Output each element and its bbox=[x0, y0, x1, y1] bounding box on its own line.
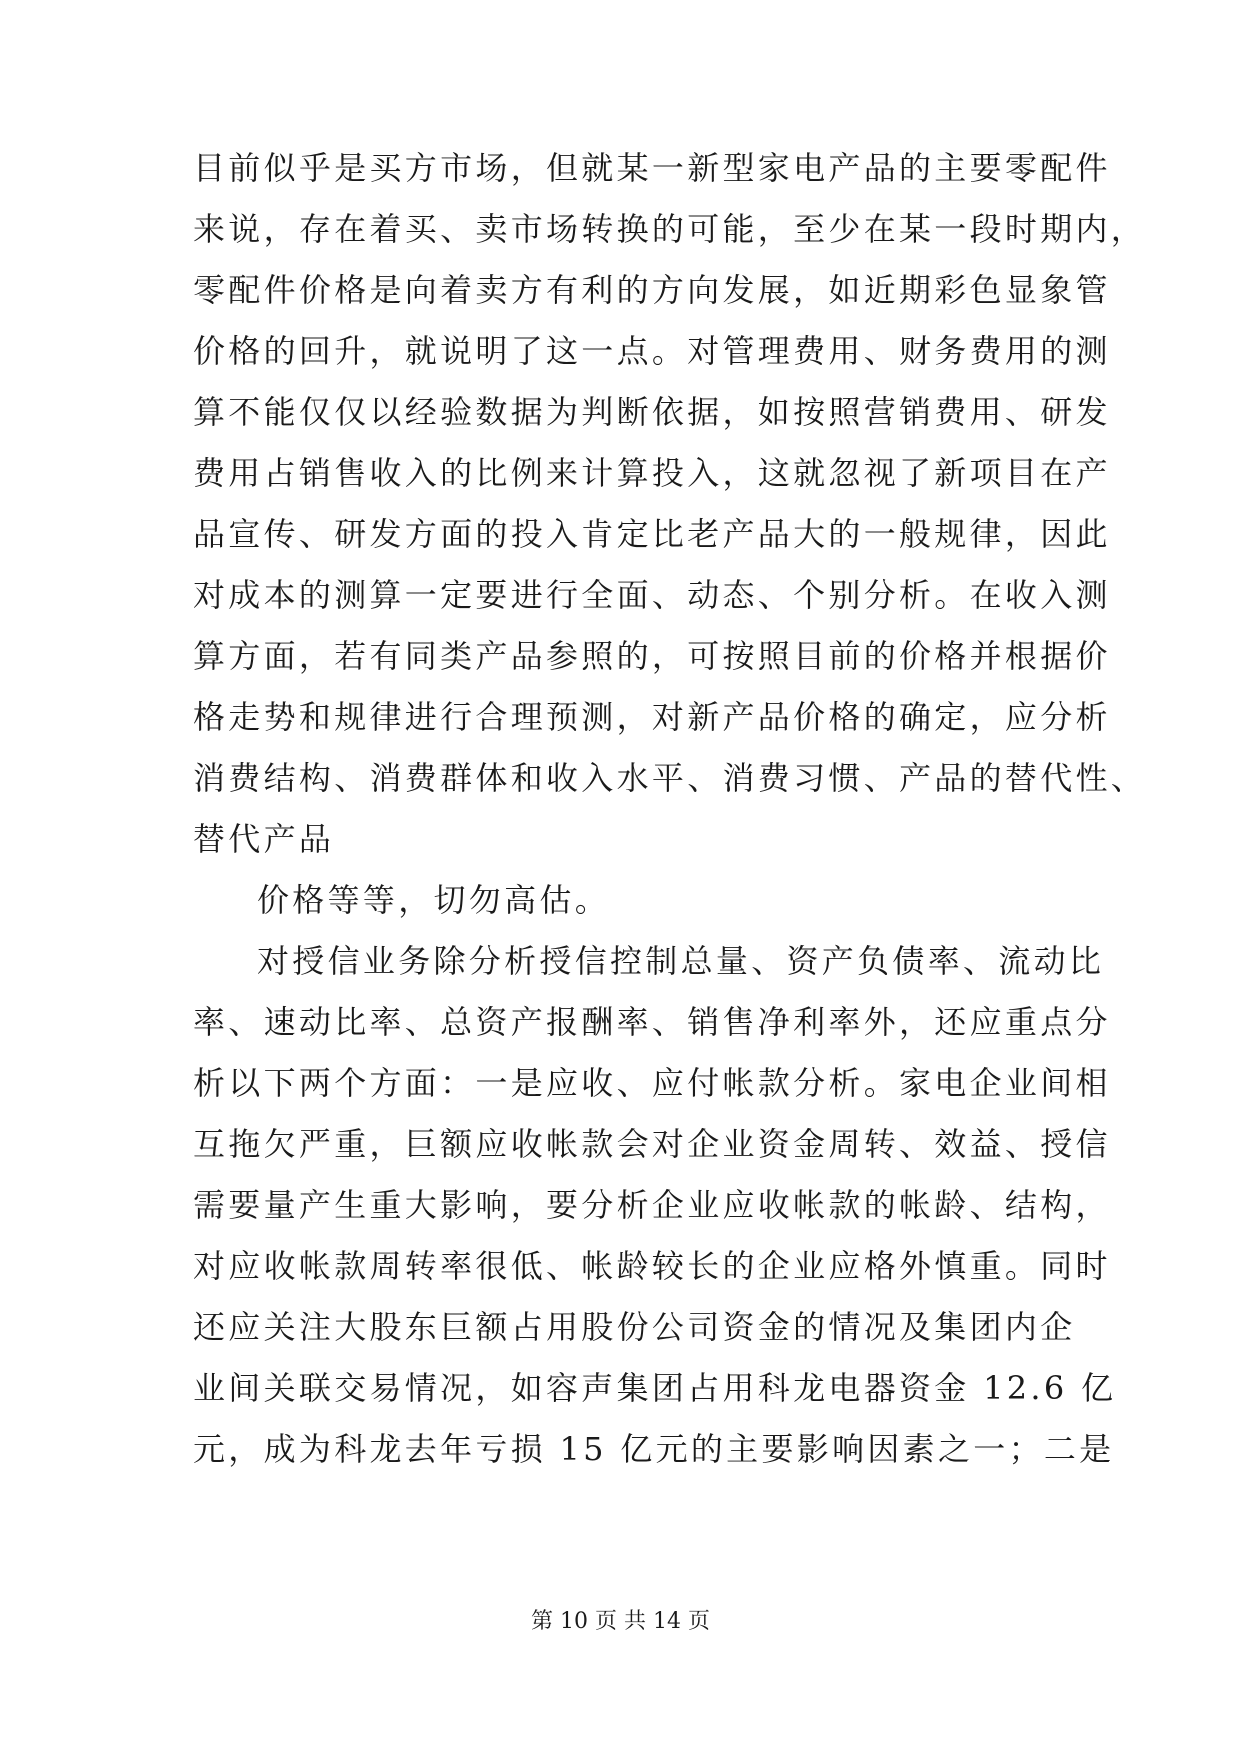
text-line: 还应关注大股东巨额占用股份公司资金的情况及集团内企 bbox=[193, 1308, 1076, 1346]
text-line: 需要量产生重大影响，要分析企业应收帐款的帐龄、结构， bbox=[193, 1186, 1111, 1224]
text-line: 费用占销售收入的比例来计算投入，这就忽视了新项目在产 bbox=[193, 454, 1111, 492]
text-line: 零配件价格是向着卖方有利的方向发展，如近期彩色显象管 bbox=[193, 271, 1111, 309]
text-line: 算不能仅仅以经验数据为判断依据，如按照营销费用、研发 bbox=[193, 393, 1111, 431]
paragraph-first-line: 对授信业务除分析授信控制总量、资产负债率、流动比 bbox=[257, 942, 1105, 980]
text-line: 算方面，若有同类产品参照的，可按照目前的价格并根据价 bbox=[193, 637, 1111, 675]
text-line: 对应收帐款周转率很低、帐龄较长的企业应格外慎重。同时 bbox=[193, 1247, 1111, 1285]
text-line: 对成本的测算一定要进行全面、动态、个别分析。在收入测 bbox=[193, 576, 1111, 614]
text-line: 析以下两个方面：一是应收、应付帐款分析。家电企业间相 bbox=[193, 1064, 1111, 1102]
page-number-footer: 第 10 页 共 14 页 bbox=[531, 1609, 710, 1634]
text-line: 格走势和规律进行合理预测，对新产品价格的确定，应分析 bbox=[193, 698, 1111, 736]
text-line: 目前似乎是买方市场，但就某一新型家电产品的主要零配件 bbox=[193, 149, 1111, 187]
text-line: 来说，存在着买、卖市场转换的可能，至少在某一段时期内， bbox=[193, 210, 1147, 248]
text-line: 替代产品 bbox=[193, 820, 335, 858]
text-line: 消费结构、消费群体和收入水平、消费习惯、产品的替代性、 bbox=[193, 759, 1147, 797]
text-line: 价格等等，切勿高估。 bbox=[257, 881, 611, 919]
text-line: 元，成为科龙去年亏损 15 亿元的主要影响因素之一；二是 bbox=[193, 1430, 1115, 1468]
text-line: 品宣传、研发方面的投入肯定比老产品大的一般规律，因此 bbox=[193, 515, 1111, 553]
text-line: 价格的回升，就说明了这一点。对管理费用、财务费用的测 bbox=[193, 332, 1111, 370]
text-line: 业间关联交易情况，如容声集团占用科龙电器资金 12.6 亿 bbox=[193, 1369, 1117, 1407]
text-line: 率、速动比率、总资产报酬率、销售净利率外，还应重点分 bbox=[193, 1003, 1111, 1041]
text-line: 互拖欠严重，巨额应收帐款会对企业资金周转、效益、授信 bbox=[193, 1125, 1111, 1163]
